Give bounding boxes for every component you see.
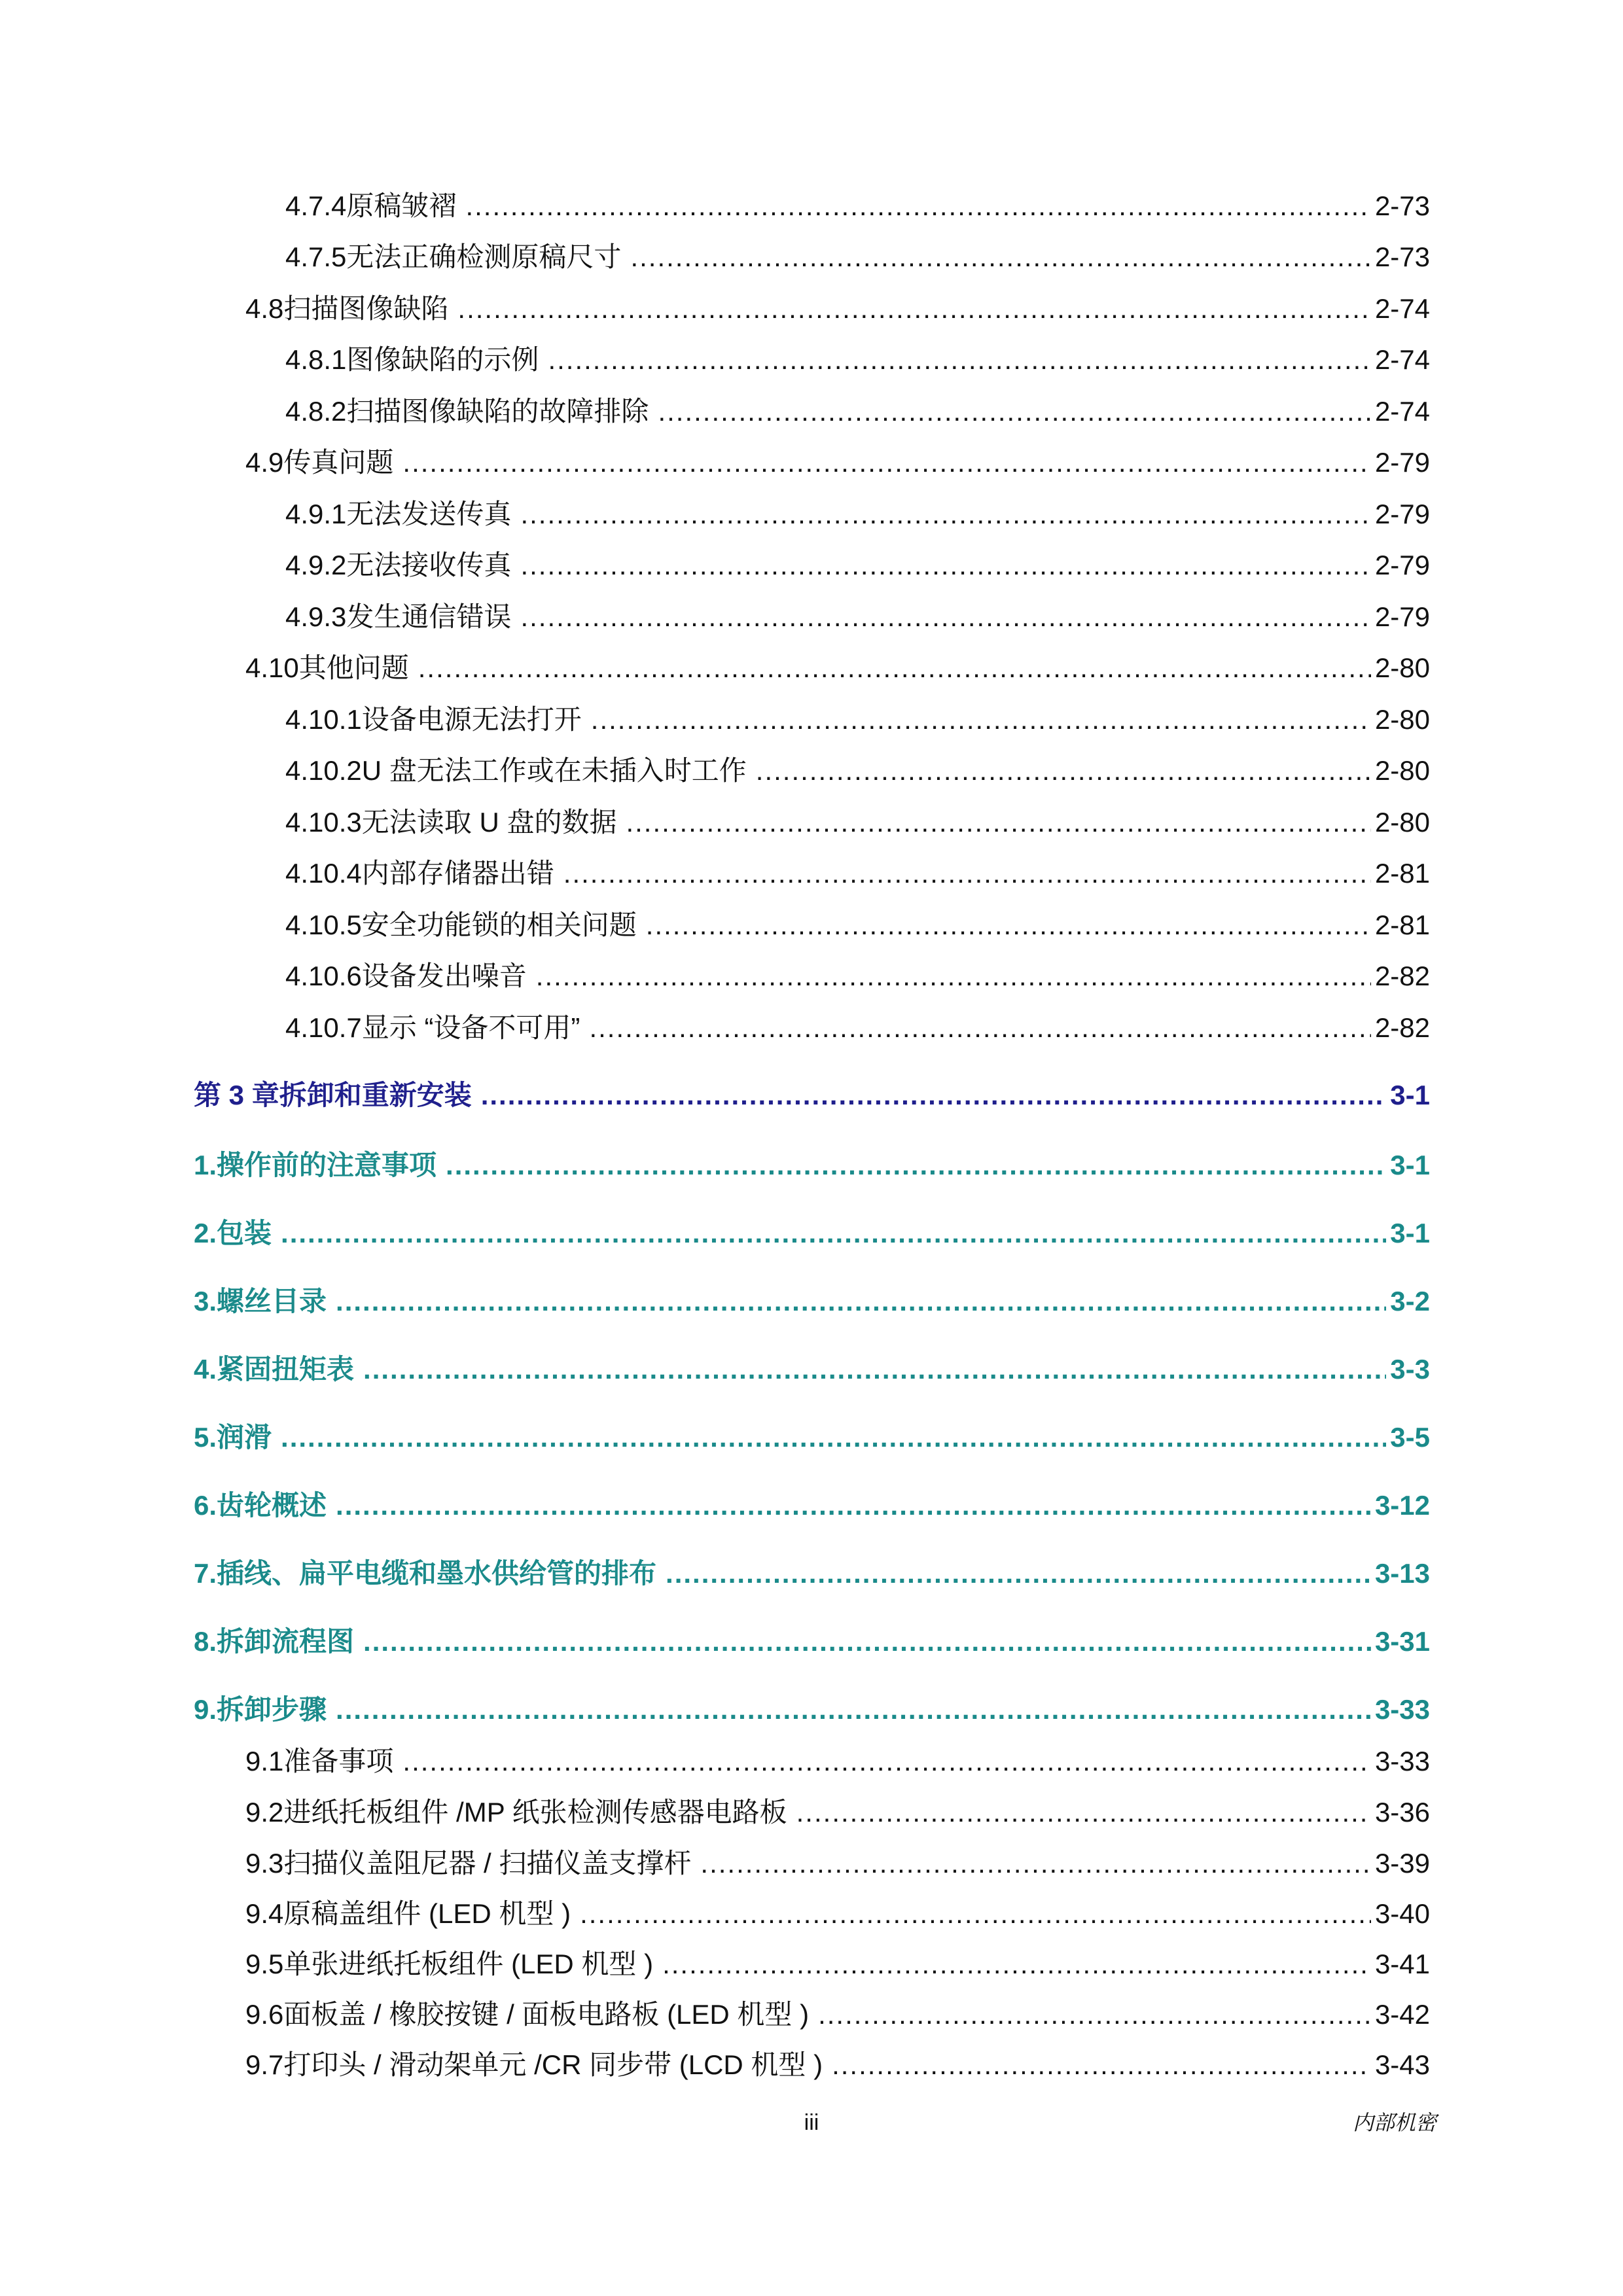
toc-entry-page: 2-80 — [1374, 755, 1430, 786]
toc-entry-number: 9.2 — [245, 1797, 284, 1828]
toc-entry-number: 4.10 — [245, 652, 299, 683]
toc-entry-title: U 盘无法工作或在未插入时工作 — [361, 755, 747, 786]
toc-section-8 — [194, 1623, 1430, 1660]
toc-entry-9-2 — [245, 1794, 1430, 1831]
toc-entry-title: 安全功能锁的相关问题 — [361, 910, 637, 940]
toc-entry-page: 3-41 — [1374, 1949, 1430, 1979]
toc-entry-number: 4.9.3 — [285, 601, 347, 632]
toc-entry-page: 3-2 — [1390, 1286, 1430, 1316]
toc-entry-title: 扫描仪盖阻尼器 / 扫描仪盖支撑杆 — [283, 1848, 692, 1879]
toc-leader-dots — [589, 1010, 1371, 1046]
toc-entry-title: 无法读取 U 盘的数据 — [361, 807, 617, 838]
toc-leader-dots — [363, 1623, 1371, 1660]
toc-entry-number: 7. — [194, 1558, 217, 1589]
toc-entry-number: 4.10.6 — [285, 961, 362, 991]
toc-entry-4-8 — [245, 291, 1430, 327]
toc-leader-dots — [336, 1487, 1371, 1524]
toc-entry-page: 3-33 — [1374, 1746, 1430, 1776]
toc-leader-dots — [520, 496, 1371, 533]
toc-leader-dots — [626, 804, 1370, 841]
toc-section-9 — [194, 1691, 1430, 1728]
footer-page-number: iii — [804, 2110, 819, 2135]
toc-entry-4-7-4 — [285, 188, 1430, 224]
toc-entry-page: 3-1 — [1390, 1218, 1430, 1248]
toc-entry-4-10-1 — [285, 701, 1430, 738]
toc-entry-number: 9.7 — [245, 2049, 284, 2080]
toc-entry-number: 4.8.1 — [285, 344, 347, 375]
toc-chapter-title: 拆卸和重新安装 — [279, 1080, 472, 1110]
toc-entry-number: 9.1 — [245, 1746, 284, 1776]
toc-leader-dots — [658, 393, 1371, 430]
toc-entry-title: 拆卸流程图 — [217, 1626, 355, 1657]
toc-entry-page: 2-79 — [1374, 550, 1430, 580]
toc-entry-title: 显示 “设备不可用” — [361, 1012, 580, 1043]
toc-entry-page: 2-81 — [1374, 858, 1430, 889]
toc-entry-title: 紧固扭矩表 — [217, 1354, 355, 1385]
toc-entry-page: 3-36 — [1374, 1797, 1430, 1828]
toc-entry-page: 2-80 — [1374, 704, 1430, 735]
toc-leader-dots — [281, 1215, 1386, 1252]
toc-entry-page: 2-74 — [1374, 344, 1430, 375]
toc-entry-number: 4.8 — [245, 293, 284, 324]
toc-entry-title: 无法接收传真 — [346, 550, 512, 580]
toc-entry-page: 3-42 — [1374, 1999, 1430, 2030]
toc-entry-4-10-2 — [285, 752, 1430, 789]
toc-entry-title: 打印头 / 滑动架单元 /CR 同步带 (LCD 机型 ) — [283, 2049, 823, 2080]
toc-entry-number: 4.8.2 — [285, 396, 347, 427]
toc-entry-page: 2-82 — [1374, 961, 1430, 991]
toc-leader-dots — [536, 958, 1371, 995]
toc-entry-page: 2-79 — [1374, 447, 1430, 478]
toc-leader-dots — [630, 239, 1371, 275]
toc-entry-title: 原稿皱褶 — [346, 190, 457, 221]
toc-section-3 — [194, 1283, 1430, 1320]
toc-leader-dots — [446, 1147, 1386, 1184]
toc-entry-number: 4.10.2 — [285, 755, 362, 786]
toc-entry-4-8-1 — [285, 342, 1430, 378]
toc-entry-9-6 — [245, 1996, 1430, 2033]
toc-entry-page: 2-74 — [1374, 396, 1430, 427]
toc-chapter-3 — [194, 1077, 1430, 1114]
toc-entry-number: 4.10.1 — [285, 704, 362, 735]
toc-entry-number: 9.6 — [245, 1999, 284, 2030]
toc-entry-page: 2-74 — [1374, 293, 1430, 324]
toc-leader-dots — [662, 1946, 1371, 1983]
toc-section-1 — [194, 1147, 1430, 1184]
toc-leader-dots — [481, 1077, 1387, 1114]
toc-entry-number: 4.7.4 — [285, 190, 347, 221]
toc-entry-title: 准备事项 — [283, 1746, 394, 1776]
toc-entry-4-9-3 — [285, 599, 1430, 635]
toc-entry-9-5 — [245, 1946, 1430, 1983]
toc-entry-number: 9.5 — [245, 1949, 284, 1979]
toc-leader-dots — [418, 650, 1371, 686]
toc-entry-title: 图像缺陷的示例 — [346, 344, 539, 375]
toc-entry-number: 4.9.2 — [285, 550, 347, 580]
toc-entry-title: 设备发出噪音 — [361, 961, 527, 991]
toc-leader-dots — [465, 188, 1371, 224]
toc-entry-number: 4.10.4 — [285, 858, 362, 889]
toc-entry-number: 5. — [194, 1422, 217, 1453]
toc-leader-dots — [591, 701, 1371, 738]
toc-leader-dots — [563, 855, 1371, 892]
toc-leader-dots — [281, 1419, 1386, 1456]
toc-leader-dots — [520, 547, 1371, 584]
toc-leader-dots — [646, 907, 1371, 944]
toc-entry-page: 2-82 — [1374, 1012, 1430, 1043]
toc-entry-number: 4.10.7 — [285, 1012, 362, 1043]
toc-leader-dots — [818, 1996, 1371, 2033]
toc-entry-4-10-7 — [285, 1010, 1430, 1046]
toc-leader-dots — [666, 1555, 1371, 1592]
toc-entry-title: 发生通信错误 — [346, 601, 512, 632]
toc-entry-number: 4.10.5 — [285, 910, 362, 940]
toc-entry-page: 3-3 — [1390, 1354, 1430, 1385]
toc-entry-page: 3-13 — [1374, 1558, 1430, 1589]
toc-section-7 — [194, 1555, 1430, 1592]
toc-entry-title: 插线、扁平电缆和墨水供给管的排布 — [217, 1558, 657, 1589]
toc-entry-4-10 — [245, 650, 1430, 686]
toc-leader-dots — [796, 1794, 1371, 1831]
toc-entry-title: 设备电源无法打开 — [361, 704, 582, 735]
toc-entry-page: 2-81 — [1374, 910, 1430, 940]
toc-entry-title: 无法发送传真 — [346, 499, 512, 529]
toc-entry-9-7 — [245, 2047, 1430, 2083]
toc-leader-dots — [336, 1691, 1371, 1728]
toc-entry-4-7-5 — [285, 239, 1430, 275]
toc-entry-page: 3-1 — [1390, 1150, 1430, 1180]
toc-section-5 — [194, 1419, 1430, 1456]
toc-chapter-page: 3-1 — [1390, 1080, 1430, 1110]
toc-entry-title: 无法正确检测原稿尺寸 — [346, 241, 622, 272]
toc-leader-dots — [402, 1743, 1371, 1780]
toc-leader-dots — [402, 444, 1371, 481]
toc-entry-4-10-3 — [285, 804, 1430, 841]
toc-entry-number: 9.4 — [245, 1898, 284, 1929]
toc-entry-4-9 — [245, 444, 1430, 481]
toc-section-6 — [194, 1487, 1430, 1524]
toc-entry-title: 内部存储器出错 — [361, 858, 554, 889]
toc-entry-number: 4. — [194, 1354, 217, 1385]
toc-entry-page: 2-73 — [1374, 241, 1430, 272]
toc-entry-title: 单张进纸托板组件 (LED 机型 ) — [283, 1949, 654, 1979]
toc-leader-dots — [700, 1845, 1371, 1882]
toc-entry-title: 其他问题 — [298, 652, 409, 683]
toc-entry-page: 3-40 — [1374, 1898, 1430, 1929]
toc-entry-page: 3-31 — [1374, 1626, 1430, 1657]
toc-entry-4-10-6 — [285, 958, 1430, 995]
footer-confidential-label: 内部机密 — [1352, 2111, 1436, 2134]
toc-entry-4-9-1 — [285, 496, 1430, 533]
toc-entry-page: 2-73 — [1374, 190, 1430, 221]
toc-entry-4-10-4 — [285, 855, 1430, 892]
toc-section-2 — [194, 1215, 1430, 1252]
toc-entry-title: 操作前的注意事项 — [217, 1150, 437, 1180]
toc-leader-dots — [832, 2047, 1371, 2083]
toc-entry-title: 螺丝目录 — [217, 1286, 327, 1316]
toc-chapter-number: 第 3 章 — [194, 1080, 279, 1110]
toc-entry-title: 包装 — [217, 1218, 272, 1248]
toc-entry-number: 2. — [194, 1218, 217, 1248]
toc-entry-page: 2-79 — [1374, 499, 1430, 529]
toc-entry-title: 进纸托板组件 /MP 纸张检测传感器电路板 — [283, 1797, 787, 1828]
toc-entry-4-10-5 — [285, 907, 1430, 944]
toc-entry-4-8-2 — [285, 393, 1430, 430]
toc-entry-page: 2-80 — [1374, 652, 1430, 683]
toc-entry-title: 齿轮概述 — [217, 1490, 327, 1521]
toc-entry-page: 2-80 — [1374, 807, 1430, 838]
toc-entry-number: 1. — [194, 1150, 217, 1180]
toc-leader-dots — [580, 1896, 1371, 1932]
toc-entry-title: 面板盖 / 橡胶按键 / 面板电路板 (LED 机型 ) — [283, 1999, 810, 2030]
toc-leader-dots — [363, 1351, 1386, 1388]
toc-leader-dots — [548, 342, 1371, 378]
toc-entry-number: 4.7.5 — [285, 241, 347, 272]
toc-entry-title: 扫描图像缺陷 — [283, 293, 449, 324]
toc-entry-number: 4.10.3 — [285, 807, 362, 838]
toc-leader-dots — [520, 599, 1371, 635]
toc-entry-page: 3-33 — [1374, 1694, 1430, 1725]
toc-leader-dots — [756, 752, 1371, 789]
toc-entry-title: 润滑 — [217, 1422, 272, 1453]
toc-entry-9-4 — [245, 1896, 1430, 1932]
toc-entry-page: 3-5 — [1390, 1422, 1430, 1453]
toc-entry-9-1 — [245, 1743, 1430, 1780]
toc-entry-page: 2-79 — [1374, 601, 1430, 632]
toc-entry-number: 8. — [194, 1626, 217, 1657]
toc-entry-number: 3. — [194, 1286, 217, 1316]
toc-entry-number: 4.9 — [245, 447, 284, 478]
toc-entry-title: 扫描图像缺陷的故障排除 — [346, 396, 649, 427]
toc-entry-title: 原稿盖组件 (LED 机型 ) — [283, 1898, 571, 1929]
toc-entry-number: 9. — [194, 1694, 217, 1725]
toc-entry-page: 3-12 — [1374, 1490, 1430, 1521]
toc-section-4 — [194, 1351, 1430, 1388]
toc-entry-4-9-2 — [285, 547, 1430, 584]
toc-entry-title: 拆卸步骤 — [217, 1694, 327, 1725]
toc-entry-number: 6. — [194, 1490, 217, 1521]
toc-entry-page: 3-39 — [1374, 1848, 1430, 1879]
toc-entry-page: 3-43 — [1374, 2049, 1430, 2080]
toc-leader-dots — [457, 291, 1371, 327]
toc-entry-9-3 — [245, 1845, 1430, 1882]
toc-entry-number: 4.9.1 — [285, 499, 347, 529]
toc-entry-title: 传真问题 — [283, 447, 394, 478]
toc-entry-number: 9.3 — [245, 1848, 284, 1879]
toc-leader-dots — [336, 1283, 1386, 1320]
